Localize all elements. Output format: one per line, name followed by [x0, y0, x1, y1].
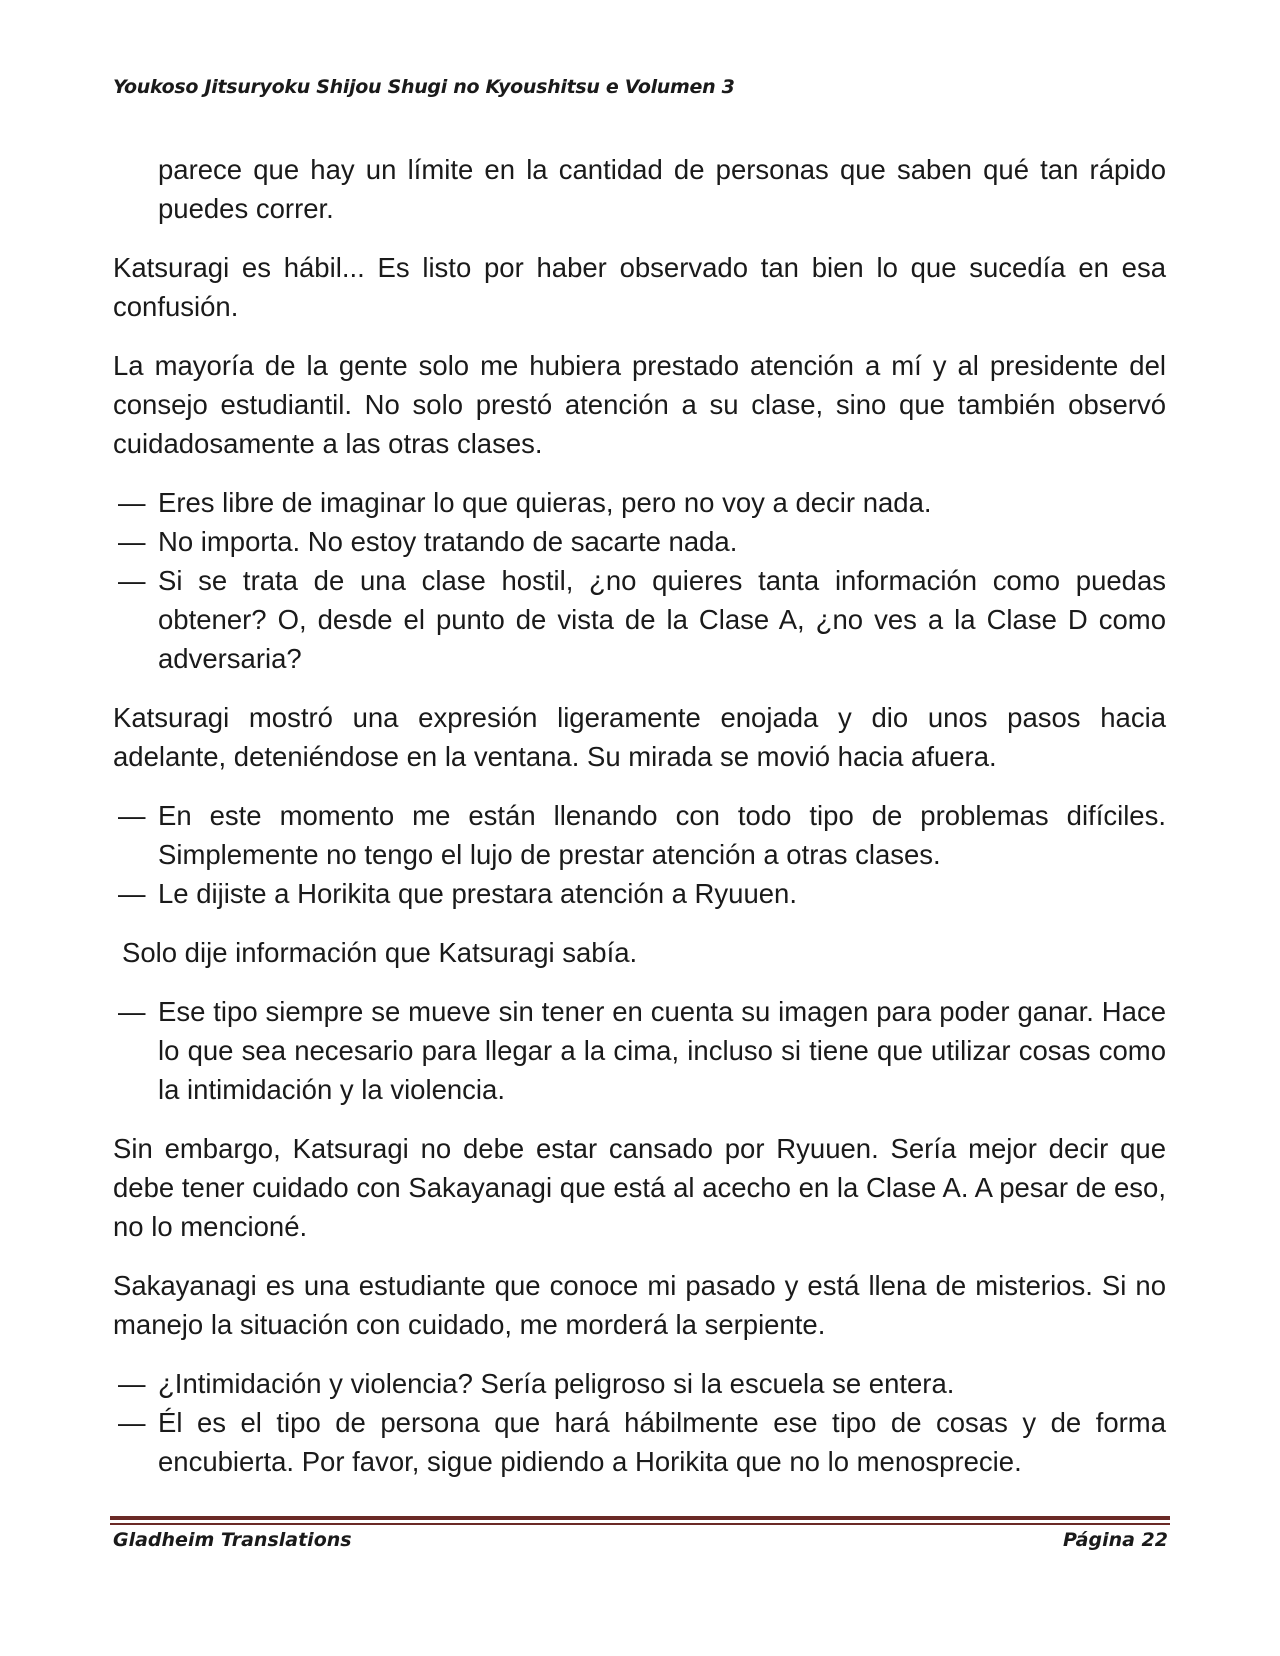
dialogue-line	[113, 483, 1166, 522]
paragraph: Katsuragi mostró una expresión ligeramente enojada y dio unos pasos hacia adelante, deteniéndose en la ventana. Su mirada se movió hacia afuera.	[113, 702, 1166, 772]
paragraph: Solo dije información que Katsuragi sabía.	[122, 937, 638, 968]
em-dash: —	[118, 487, 146, 518]
paragraph: parece que hay un límite en la cantidad de personas que saben qué tan rápido puedes correr.	[158, 154, 1166, 224]
em-dash: —	[118, 565, 146, 596]
dialogue-line	[113, 1364, 1166, 1403]
em-dash: —	[118, 800, 146, 831]
em-dash: —	[118, 996, 146, 1027]
dialogue-line	[113, 561, 1166, 678]
footer-credit: Gladheim Translations	[113, 1529, 352, 1551]
dialogue-text: No importa. No estoy tratando de sacarte nada.	[158, 526, 738, 557]
dialogue-block	[113, 992, 1166, 1109]
dialogue-block	[113, 796, 1166, 913]
paragraph: Katsuragi es hábil... Es listo por haber observado tan bien lo que sucedía en esa confusión.	[113, 252, 1166, 322]
paragraph: Sin embargo, Katsuragi no debe estar cansado por Ryuuen. Sería mejor decir que debe tener cuidado con Sakayanagi que está al acecho en la Clase A. A pesar de eso, no lo mencioné.	[113, 1133, 1166, 1242]
dialogue-text: En este momento me están llenando con todo tipo de problemas difíciles. Simplemente no tengo el lujo de prestar atención a otras clases.	[158, 800, 1166, 870]
dialogue-text: ¿Intimidación y violencia? Sería peligroso si la escuela se entera.	[158, 1368, 955, 1399]
dialogue-line	[113, 874, 1166, 913]
dialogue-line	[113, 796, 1166, 874]
dialogue-line	[113, 522, 1166, 561]
footer-rule-thick	[110, 1516, 1170, 1520]
dialogue-text: Ese tipo siempre se mueve sin tener en cuenta su imagen para poder ganar. Hace lo que sea necesario para llegar a la cima, incluso si tiene que utilizar cosas como la intimidación y la violencia.	[158, 996, 1166, 1105]
dialogue-block	[113, 483, 1166, 678]
em-dash: —	[118, 878, 146, 909]
running-header: Youkoso Jitsuryoku Shijou Shugi no Kyoushitsu e Volumen 3	[113, 76, 735, 98]
page-number: Página 22	[1062, 1529, 1168, 1551]
footer-rule-thin	[110, 1523, 1170, 1525]
dialogue-line	[113, 1403, 1166, 1481]
dialogue-text: Si se trata de una clase hostil, ¿no quieres tanta información como puedas obtener? O, desde el punto de vista de la Clase A, ¿no ves a la Clase D como adversaria?	[158, 565, 1166, 674]
paragraph: La mayoría de la gente solo me hubiera prestado atención a mí y al presidente del consejo estudiantil. No solo prestó atención a su clase, sino que también observó cuidadosamente a las otras clases.	[113, 350, 1166, 459]
em-dash: —	[118, 1368, 146, 1399]
dialogue-text: Eres libre de imaginar lo que quieras, pero no voy a decir nada.	[158, 487, 932, 518]
page-body	[113, 150, 1166, 1501]
em-dash: —	[118, 1407, 146, 1438]
dialogue-block	[113, 1364, 1166, 1481]
dialogue-line	[113, 992, 1166, 1109]
paragraph: Sakayanagi es una estudiante que conoce mi pasado y está llena de misterios. Si no manejo la situación con cuidado, me morderá la serpiente.	[113, 1270, 1166, 1340]
dialogue-text: Él es el tipo de persona que hará hábilmente ese tipo de cosas y de forma encubierta. Por favor, sigue pidiendo a Horikita que no lo menosprecie.	[158, 1407, 1166, 1477]
em-dash: —	[118, 526, 146, 557]
dialogue-text: Le dijiste a Horikita que prestara atención a Ryuuen.	[158, 878, 797, 909]
